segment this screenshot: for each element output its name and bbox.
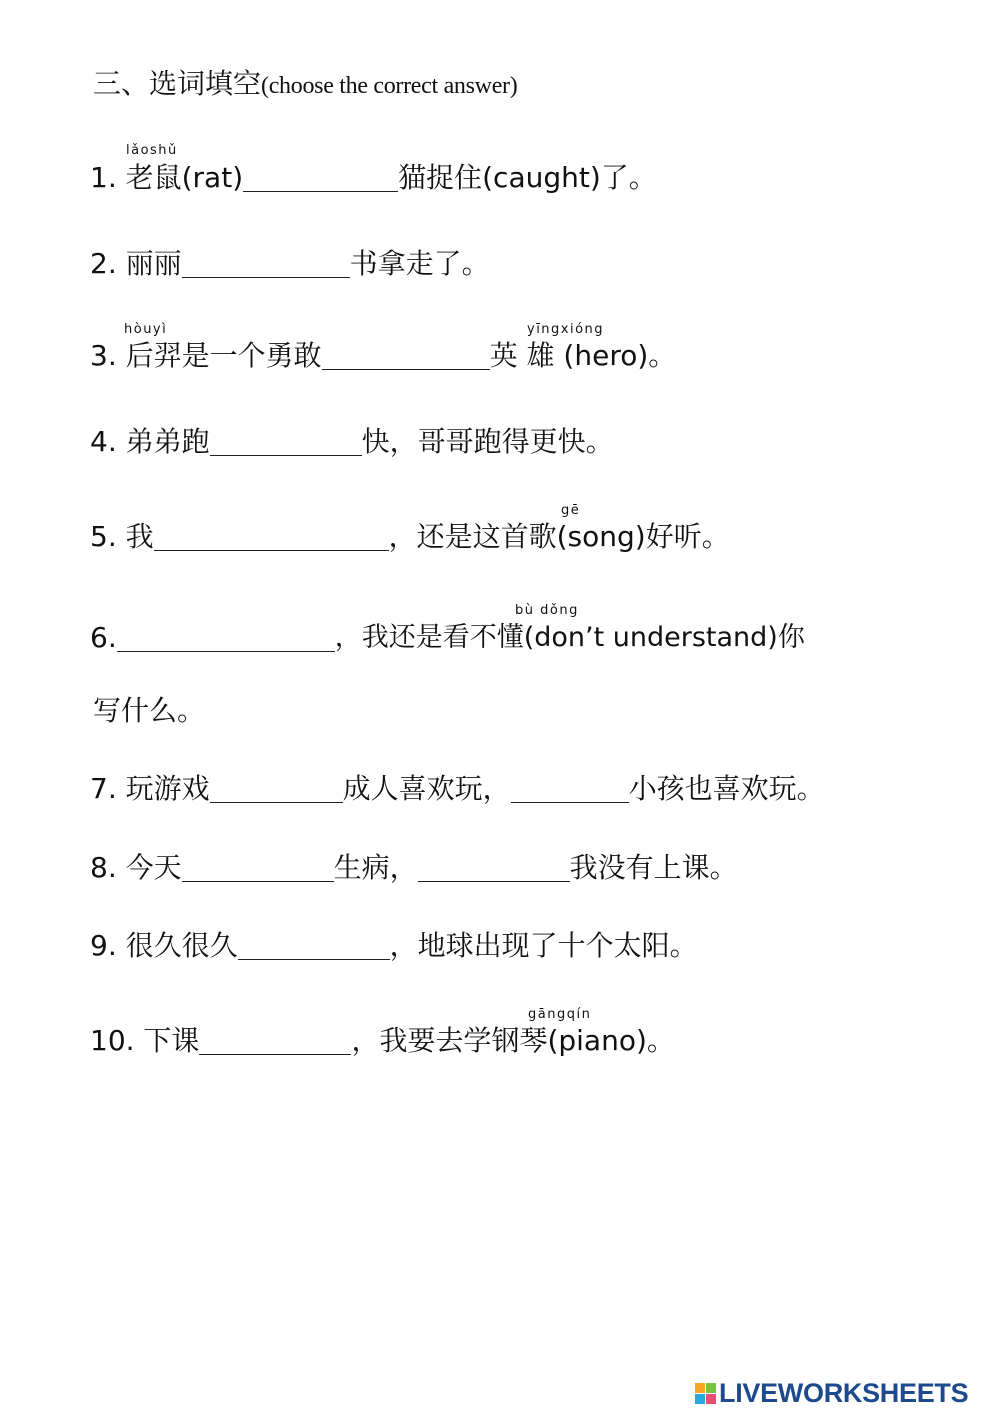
question-7-text-b: 成人喜欢玩， [342, 772, 511, 805]
answer-blank-3[interactable] [322, 326, 490, 370]
question-3-text-b: 英 雄 (hero)。 [489, 339, 677, 372]
pinyin-laoshu: lǎoshǔ [126, 143, 178, 158]
question-10-text-b: ，我要去学钢琴(piano)。 [351, 1024, 675, 1057]
question-2 [90, 242, 490, 286]
pinyin-budong: bù dǒng [515, 603, 579, 618]
question-7 [90, 767, 825, 811]
question-8-text-c: 我没有上课。 [569, 851, 738, 884]
question-8-text-b: 生病， [333, 851, 418, 884]
question-6-text-b: ，我还是看不懂(don’t understand)你 [334, 622, 805, 653]
pinyin-houyi: hòuyì [124, 322, 168, 337]
question-2-text-a: 2. 丽丽 [90, 247, 182, 280]
logo-square-4 [706, 1394, 716, 1404]
question-5 [90, 515, 730, 559]
pinyin-yingxiong: yīngxióng [527, 322, 605, 337]
question-6-text-c: 写什么。 [93, 694, 206, 727]
question-4-text-a: 4. 弟弟跑 [90, 425, 210, 458]
logo-text: LIVEWORKSHEETS [719, 1378, 969, 1408]
answer-blank-7b[interactable] [511, 759, 629, 803]
liveworksheets-logo [695, 1376, 968, 1410]
logo-mark-icon [695, 1383, 716, 1404]
pinyin-ge: gē [561, 503, 581, 518]
question-6 [90, 616, 805, 660]
question-9-text-b: ，地球出现了十个太阳。 [389, 929, 698, 962]
answer-blank-6[interactable] [117, 608, 335, 652]
pinyin-gangqin: gāngqín [528, 1007, 592, 1022]
question-9-text-a: 9. 很久很久 [90, 929, 238, 962]
answer-blank-8a[interactable] [182, 838, 334, 882]
question-3 [90, 334, 676, 378]
heading-chinese: 三、选词填空 [93, 67, 262, 100]
logo-square-2 [706, 1383, 716, 1393]
answer-blank-4[interactable] [210, 412, 362, 456]
question-5-text-b: ，还是这首歌(song)好听。 [388, 520, 730, 553]
answer-blank-8b[interactable] [418, 838, 570, 882]
question-3-text-a: 3. 后羿是一个勇敢 [90, 339, 322, 372]
question-10-text-a: 10. 下课 [90, 1024, 200, 1057]
answer-blank-9[interactable] [238, 916, 390, 960]
question-7-text-c: 小孩也喜欢玩。 [628, 772, 825, 805]
question-5-text-a: 5. 我 [90, 520, 154, 553]
answer-blank-1[interactable] [243, 148, 398, 192]
question-8-text-a: 8. 今天 [90, 851, 182, 884]
question-7-text-a: 7. 玩游戏 [90, 772, 210, 805]
answer-blank-7a[interactable] [210, 759, 343, 803]
question-8 [90, 846, 738, 890]
logo-square-1 [695, 1383, 705, 1393]
question-1 [90, 156, 657, 200]
question-9 [90, 924, 698, 968]
question-1-text-a: 1. 老鼠(rat) [90, 161, 244, 194]
question-2-text-b: 书拿走了。 [349, 247, 490, 280]
section-heading [93, 62, 517, 106]
question-4 [90, 420, 614, 464]
answer-blank-10[interactable] [199, 1011, 351, 1055]
answer-blank-2[interactable] [182, 234, 350, 278]
logo-square-3 [695, 1394, 705, 1404]
question-1-text-b: 猫捉住(caught)了。 [398, 161, 657, 194]
question-6-text-a: 6. [90, 621, 117, 654]
question-10 [90, 1019, 675, 1063]
answer-blank-5[interactable] [154, 507, 389, 551]
heading-english: (choose the correct answer) [261, 73, 518, 99]
question-6-continued [93, 689, 205, 733]
question-4-text-b: 快，哥哥跑得更快。 [361, 425, 614, 458]
